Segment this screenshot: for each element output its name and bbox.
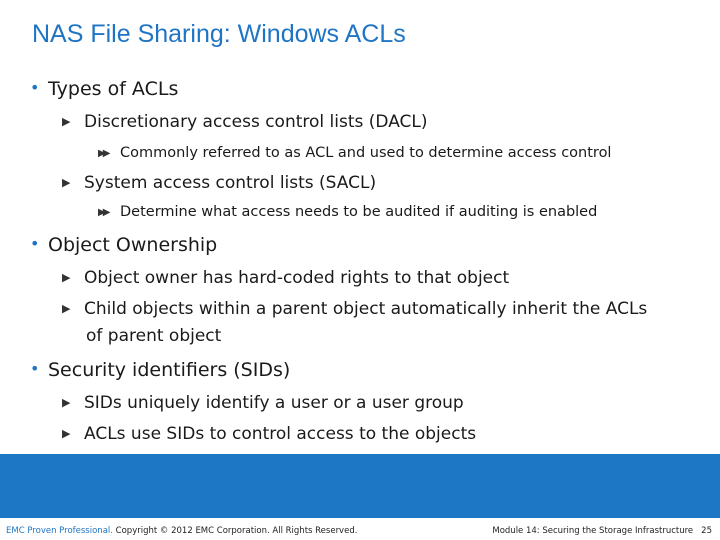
triangle-right-icon: ▶ bbox=[62, 115, 71, 128]
footer-bar bbox=[0, 454, 720, 518]
page-number: 25 bbox=[701, 526, 712, 536]
subbullet-dacl bbox=[62, 112, 428, 132]
subbullet-child-objects bbox=[62, 299, 647, 319]
triangle-right-icon: ▶ bbox=[62, 271, 71, 284]
subbullet-object-owner bbox=[62, 268, 509, 288]
triangle-right-icon: ▶ bbox=[62, 176, 71, 189]
bullet-dot-icon: • bbox=[30, 234, 40, 253]
footer-brand: EMC Proven Professional. bbox=[6, 526, 113, 536]
triangle-right-icon: ▶ bbox=[62, 427, 71, 440]
subbullet-child-objects-continued: of parent object bbox=[86, 326, 222, 346]
double-arrow-icon: ▶▶ bbox=[98, 207, 108, 218]
subbullet-text: ACLs use SIDs to control access to the objects bbox=[84, 424, 477, 444]
slide-title: NAS File Sharing: Windows ACLs bbox=[32, 20, 406, 48]
bullet-security-identifiers bbox=[30, 359, 290, 381]
triangle-right-icon: ▶ bbox=[62, 396, 71, 409]
footer-module bbox=[492, 526, 712, 536]
subbullet-acls-use-sids bbox=[62, 424, 476, 444]
bullet-text: Object Ownership bbox=[48, 234, 218, 256]
bullet-text: Security identifiers (SIDs) bbox=[48, 359, 291, 381]
subbullet-text: Child objects within a parent object automatically inherit the ACLs bbox=[84, 299, 648, 319]
subbullet-text: Discretionary access control lists (DACL) bbox=[84, 112, 428, 132]
bullet-text: Types of ACLs bbox=[48, 78, 179, 100]
bullet-types-of-acls bbox=[30, 78, 178, 100]
triangle-right-icon: ▶ bbox=[62, 302, 71, 315]
subsubbullet-text: Commonly referred to as ACL and used to determine access control bbox=[120, 145, 612, 161]
bullet-object-ownership bbox=[30, 234, 217, 256]
footer-copyright bbox=[6, 526, 357, 536]
footer-copyright-text: Copyright © 2012 EMC Corporation. All Rights Reserved. bbox=[112, 526, 358, 536]
bullet-dot-icon: • bbox=[30, 78, 40, 97]
subsubbullet-text: Determine what access needs to be audited if auditing is enabled bbox=[120, 204, 598, 220]
subbullet-text: System access control lists (SACL) bbox=[84, 173, 377, 193]
double-arrow-icon: ▶▶ bbox=[98, 148, 108, 159]
subbullet-sids-identify bbox=[62, 393, 464, 413]
bullet-dot-icon: • bbox=[30, 359, 40, 378]
subsubbullet-dacl-detail bbox=[98, 145, 611, 161]
subbullet-text: SIDs uniquely identify a user or a user group bbox=[84, 393, 464, 413]
footer-module-title: Module 14: Securing the Storage Infrastructure bbox=[492, 526, 694, 536]
subsubbullet-sacl-detail bbox=[98, 204, 597, 220]
subbullet-text: Object owner has hard-coded rights to that object bbox=[84, 268, 510, 288]
subbullet-sacl bbox=[62, 173, 376, 193]
